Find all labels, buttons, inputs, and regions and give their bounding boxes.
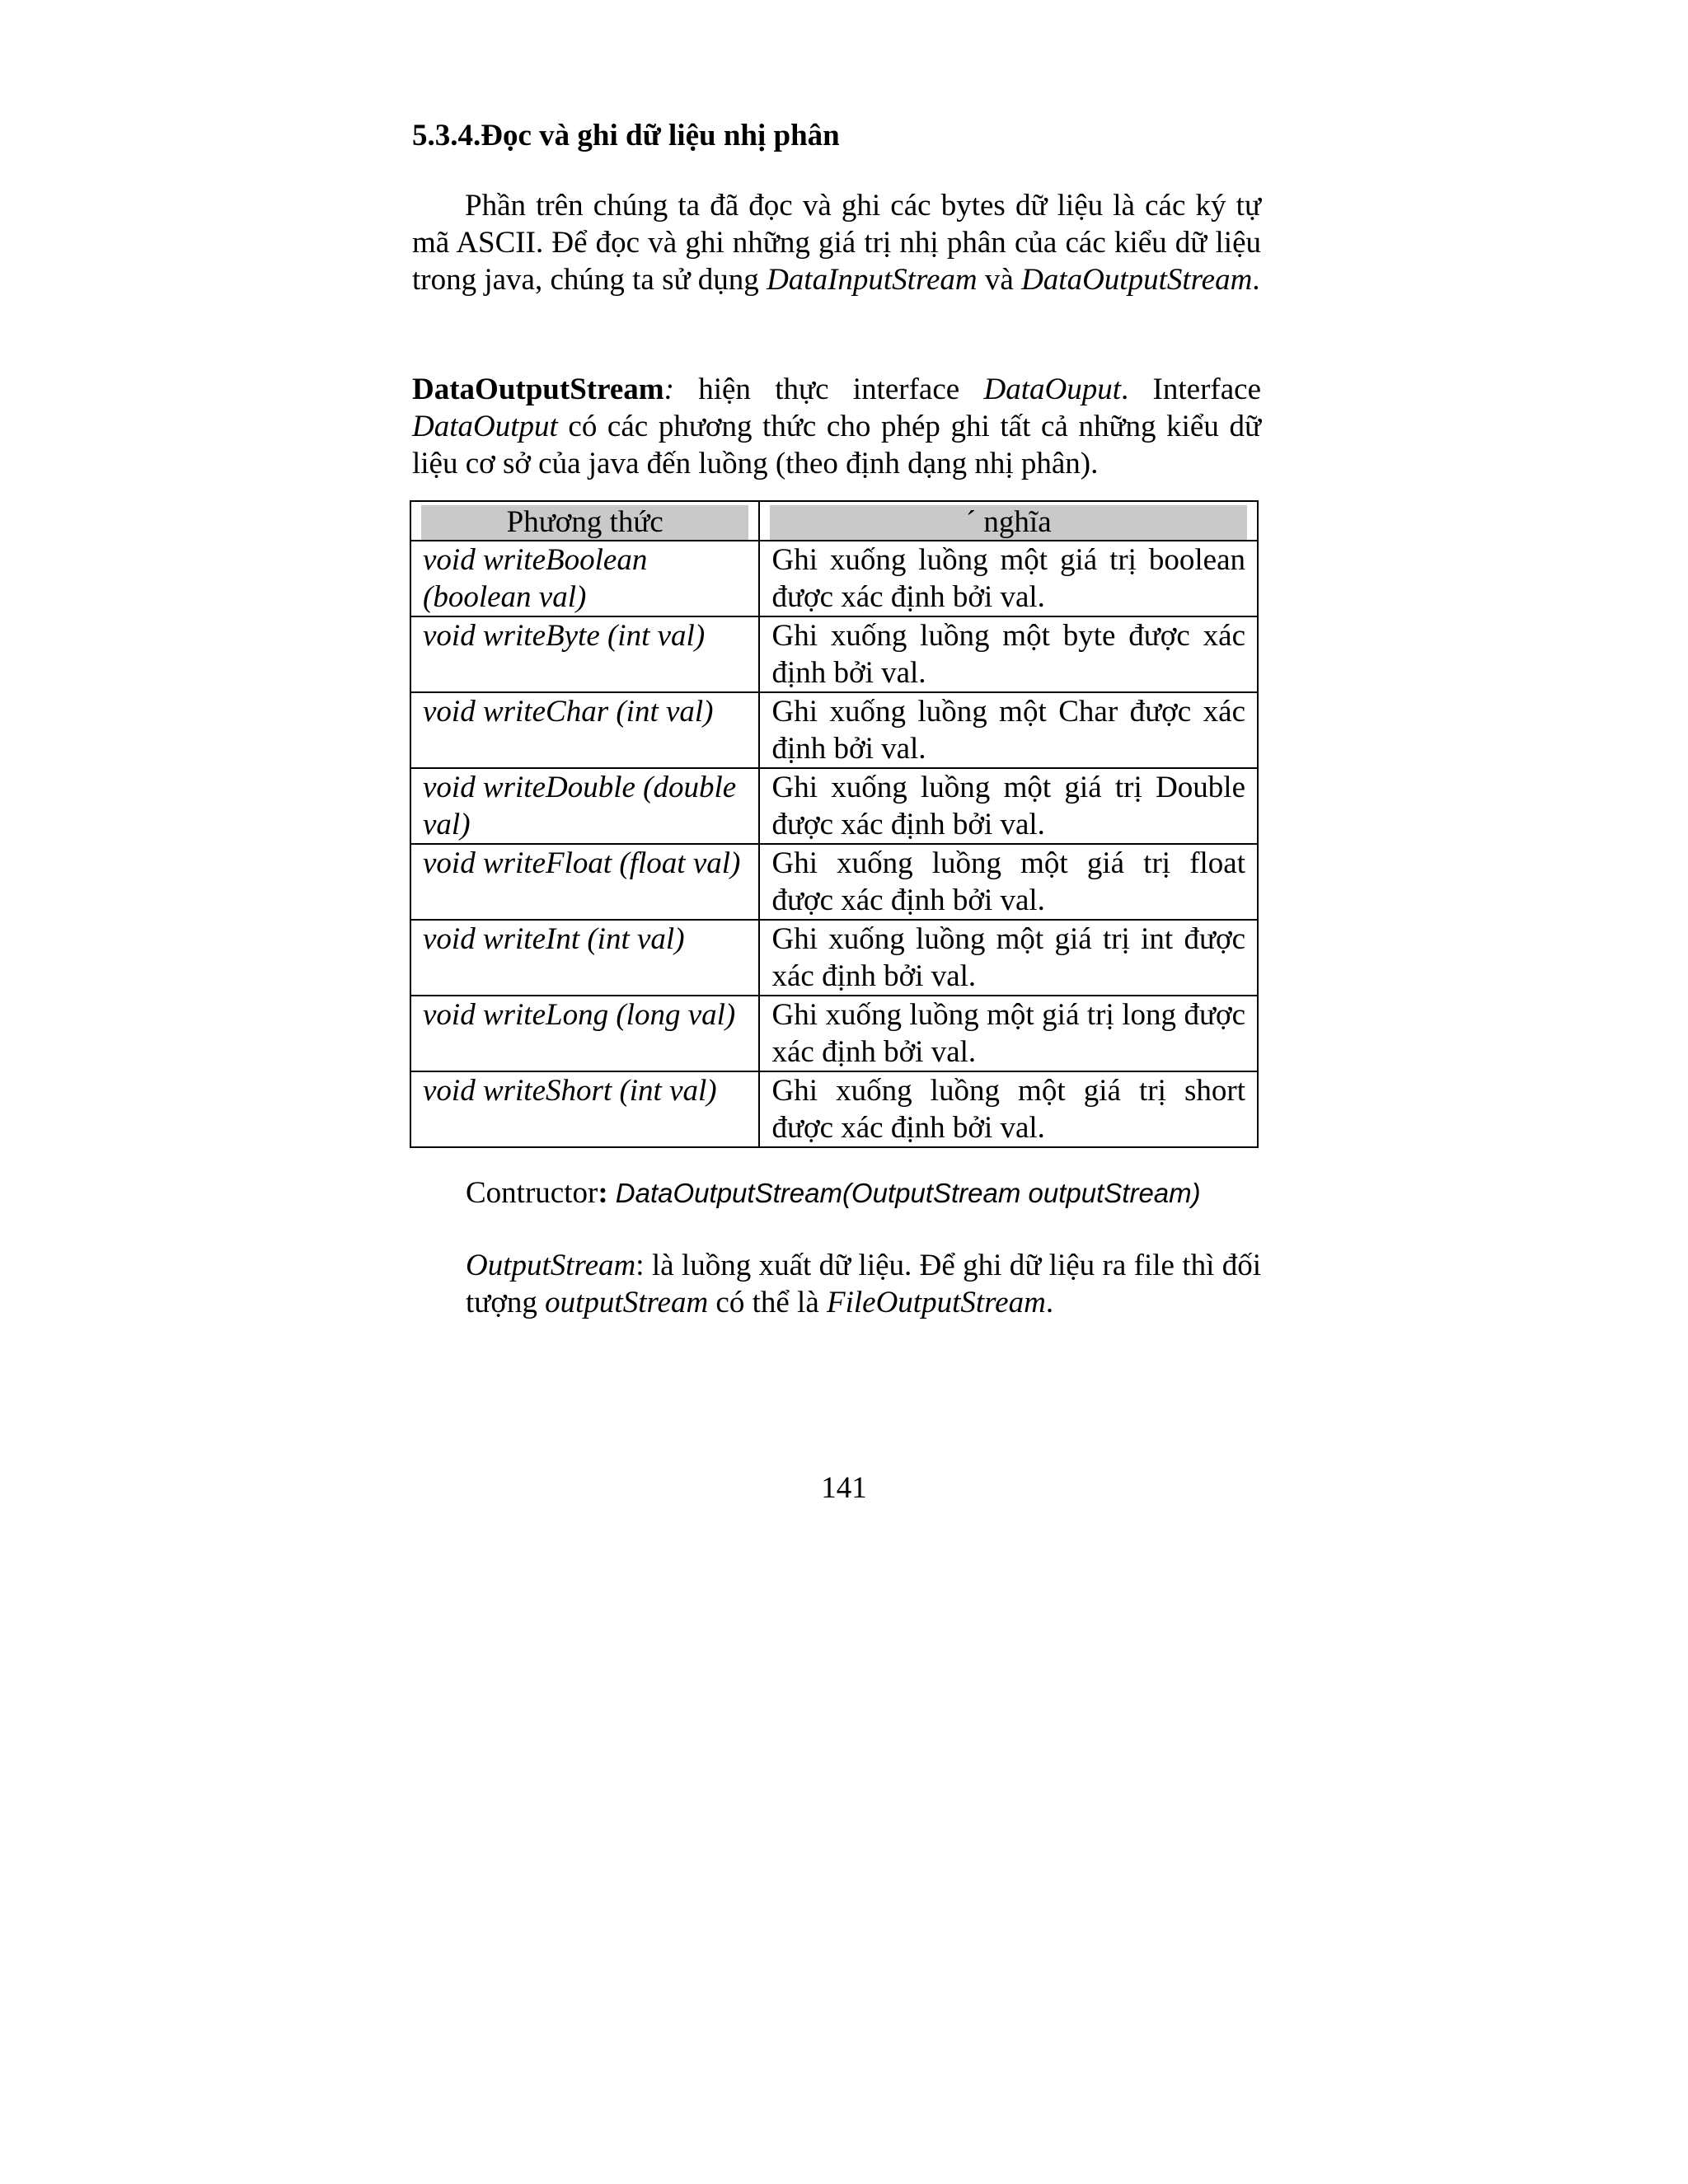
header-cell-method	[410, 501, 759, 541]
method-cell: void writeBoolean (boolean val)	[410, 541, 759, 616]
table-row	[410, 541, 1258, 616]
term-dataoutputstream: DataOutputStream	[412, 373, 664, 406]
interface-name-dataoutput: DataOutput	[412, 410, 558, 443]
constructor-label: Contructor	[466, 1176, 598, 1210]
intro-paragraph	[412, 187, 1261, 298]
section-heading: 5.3.4.Đọc và ghi dữ liệu nhị phân	[412, 119, 840, 152]
variable-outputstream: outputStream	[545, 1286, 709, 1319]
method-cell: void writeDouble (double val)	[410, 768, 759, 844]
table-row	[410, 844, 1258, 920]
outputstream-paragraph	[466, 1247, 1261, 1321]
page-number: 141	[821, 1471, 867, 1505]
class-name-dataoutputstream: DataOutputStream	[1021, 263, 1253, 297]
intro-conjunction: và	[977, 263, 1022, 297]
class-name-fileoutputstream: FileOutputStream	[827, 1286, 1046, 1319]
class-name-datainputstream: DataInputStream	[767, 263, 978, 297]
output-text-2: có thể là	[708, 1286, 827, 1319]
dos-text-3: có các phương thức cho phép ghi tất cả những kiểu dữ liệu cơ sở của java đến luồng (theo định dạng nhị phân).	[412, 410, 1261, 480]
method-cell: void writeLong (long val)	[410, 996, 759, 1071]
method-cell: void writeChar (int val)	[410, 692, 759, 768]
description-cell: Ghi xuống luồng một byte được xác định bởi val.	[759, 616, 1258, 692]
method-cell: void writeFloat (float val)	[410, 844, 759, 920]
header-meaning-label: ˊ nghĩa	[770, 505, 1247, 540]
term-outputstream: OutputStream	[466, 1249, 636, 1282]
description-cell: Ghi xuống luồng một giá trị Double được xác định bởi val.	[759, 768, 1258, 844]
dos-text-1: hiện thực interface	[673, 373, 984, 406]
table-header-row	[410, 501, 1258, 541]
methods-table	[410, 500, 1259, 1148]
interface-name-dataouput: DataOuput	[983, 373, 1121, 406]
table-row	[410, 996, 1258, 1071]
intro-period: .	[1252, 263, 1260, 297]
table-row	[410, 1071, 1258, 1147]
header-method-label: Phương thức	[421, 505, 748, 540]
constructor-line	[466, 1174, 1201, 1212]
description-cell: Ghi xuống luồng một giá trị float được xác định bởi val.	[759, 844, 1258, 920]
term-colon: :	[663, 373, 674, 406]
description-cell: Ghi xuống luồng một giá trị short được xác định bởi val.	[759, 1071, 1258, 1147]
table-row	[410, 920, 1258, 996]
table-row	[410, 768, 1258, 844]
constructor-signature: DataOutputStream(OutputStream outputStream)	[607, 1178, 1201, 1208]
output-period: .	[1045, 1286, 1054, 1319]
output-text-1: : là luồng xuất dữ liệu. Để ghi dữ liệu ra file thì đối tượng	[466, 1249, 1261, 1319]
dataoutputstream-paragraph	[412, 371, 1261, 482]
description-cell: Ghi xuống luồng một Char được xác định bởi val.	[759, 692, 1258, 768]
table-row	[410, 616, 1258, 692]
description-cell: Ghi xuống luồng một giá trị int được xác định bởi val.	[759, 920, 1258, 996]
method-cell: void writeByte (int val)	[410, 616, 759, 692]
method-cell: void writeInt (int val)	[410, 920, 759, 996]
constructor-colon: :	[598, 1176, 608, 1210]
dos-text-2: . Interface	[1121, 373, 1261, 406]
table-row	[410, 692, 1258, 768]
method-cell: void writeShort (int val)	[410, 1071, 759, 1147]
description-cell: Ghi xuống luồng một giá trị boolean được xác định bởi val.	[759, 541, 1258, 616]
description-cell: Ghi xuống luồng một giá trị long được xác định bởi val.	[759, 996, 1258, 1071]
intro-text: Phần trên chúng ta đã đọc và ghi các bytes dữ liệu là các ký tự mã ASCII. Để đọc và ghi những giá trị nhị phân của các kiểu dữ liệu trong java, chúng ta sử dụng	[412, 189, 1261, 297]
header-cell-meaning	[759, 501, 1258, 541]
